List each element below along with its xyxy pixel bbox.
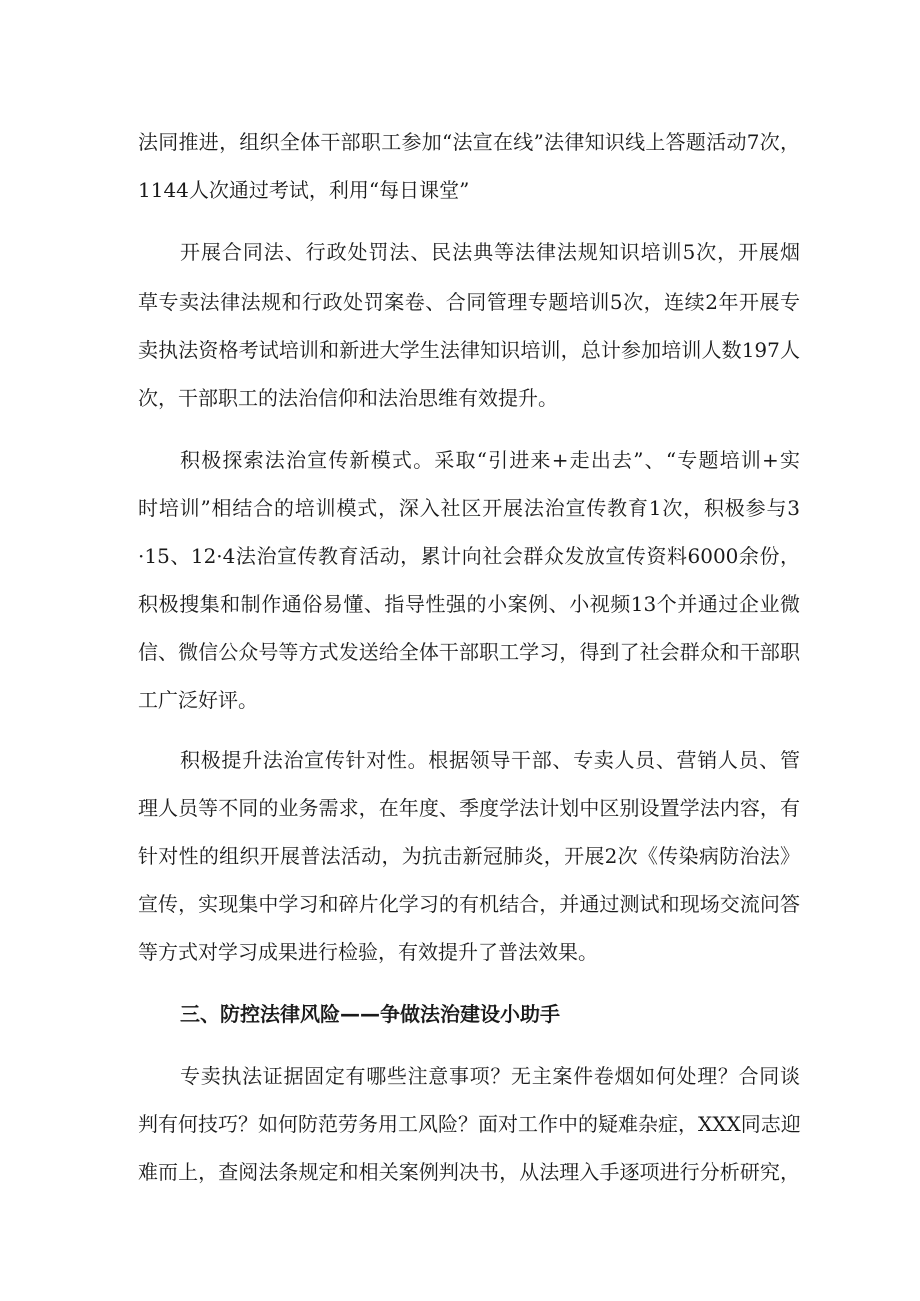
- paragraph-4-line-1: 积极提升法治宣传针对性。根据领导干部、专卖人员、营销人员、管: [180, 748, 800, 772]
- paragraph-5-line-3: 难而上，查阅法条规定和相关案例判决书，从法理入手逐项进行分析研究，: [138, 1160, 800, 1184]
- paragraph-3-line-5: 信、微信公众号等方式发送给全体干部职工学习，得到了社会群众和干部职: [138, 640, 800, 664]
- paragraph-2-line-3: 卖执法资格考试培训和新进大学生法律知识培训，总计参加培训人数197人: [138, 338, 800, 362]
- paragraph-1-line-1: 法同推进，组织全体干部职工参加“法宣在线”法律知识线上答题活动7次，: [138, 130, 800, 154]
- paragraph-5-line-1: 专卖执法证据固定有哪些注意事项？无主案件卷烟如何处理？合同谈: [180, 1064, 800, 1088]
- paragraph-4-line-5: 等方式对学习成果进行检验，有效提升了普法效果。: [138, 940, 598, 964]
- paragraph-3-line-6: 工广泛好评。: [138, 688, 258, 712]
- paragraph-2-line-2: 草专卖法律法规和行政处罚案卷、合同管理专题培训5次，连续2年开展专: [138, 290, 800, 314]
- paragraph-4-line-4: 宣传，实现集中学习和碎片化学习的有机结合，并通过测试和现场交流问答: [138, 892, 800, 916]
- paragraph-1-line-2: 1144人次通过考试，利用“每日课堂”: [138, 178, 470, 202]
- paragraph-3-line-2: 时培训”相结合的培训模式，深入社区开展法治宣传教育1次，积极参与3: [138, 496, 800, 520]
- paragraph-4-line-3: 针对性的组织开展普法活动，为抗击新冠肺炎，开展2次《传染病防治法》: [138, 844, 800, 868]
- paragraph-5-line-2: 判有何技巧？如何防范劳务用工风险？面对工作中的疑难杂症，XXX同志迎: [138, 1112, 801, 1136]
- paragraph-3-line-3: ·15、12·4法治宣传教育活动，累计向社会群众发放宣传资料6000余份，: [138, 544, 800, 568]
- paragraph-2-line-1: 开展合同法、行政处罚法、民法典等法律法规知识培训5次，开展烟: [180, 240, 800, 264]
- paragraph-2-line-4: 次，干部职工的法治信仰和法治思维有效提升。: [138, 386, 558, 410]
- paragraph-4-line-2: 理人员等不同的业务需求，在年度、季度学法计划中区别设置学法内容，有: [138, 796, 800, 820]
- section-heading: 三、防控法律风险——争做法治建设小助手: [180, 1002, 560, 1026]
- paragraph-3-line-1: 积极探索法治宣传新模式。采取“引进来+走出去”、“专题培训+实: [180, 448, 800, 472]
- paragraph-3-line-4: 积极搜集和制作通俗易懂、指导性强的小案例、小视频13个并通过企业微: [138, 592, 800, 616]
